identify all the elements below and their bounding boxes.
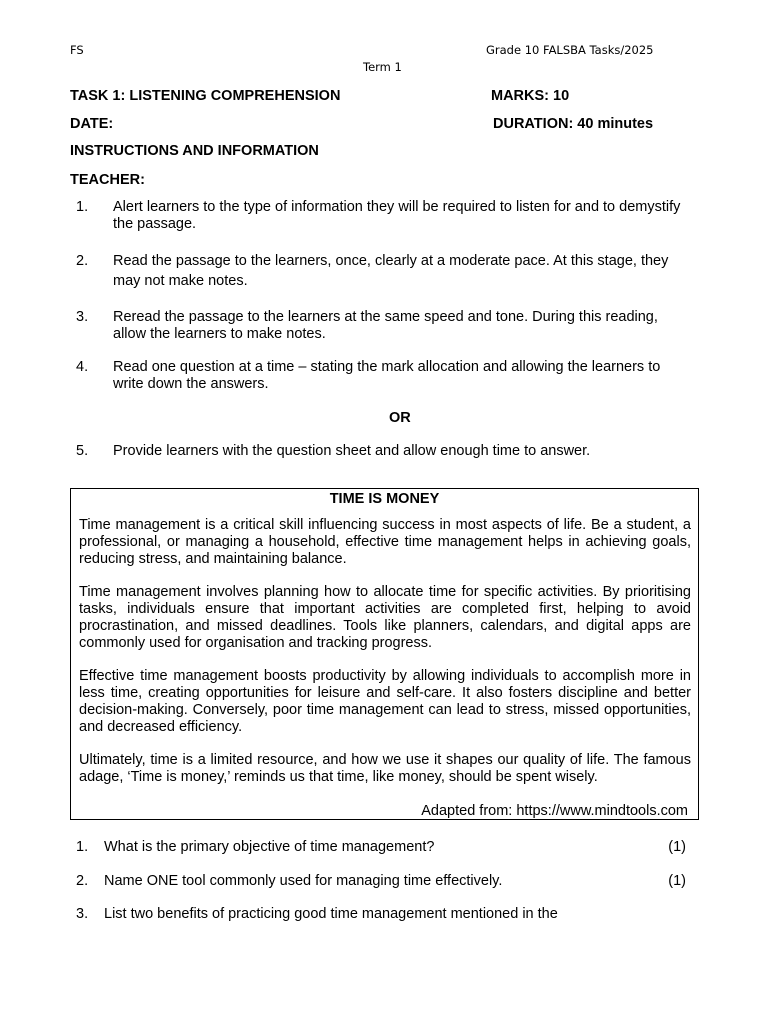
instruction-number: 4.: [76, 359, 89, 375]
question-number: 2.: [76, 873, 89, 889]
task-marks: MARKS: 10: [491, 88, 570, 104]
instructions-heading: INSTRUCTIONS AND INFORMATION: [70, 143, 319, 159]
question-text: List two benefits of practicing good time management mentioned in the: [104, 906, 558, 922]
question-mark: (1): [668, 839, 686, 855]
instruction-number: 5.: [76, 443, 89, 459]
task-title: TASK 1: LISTENING COMPREHENSION: [70, 88, 341, 104]
passage-source: Adapted from: https://www.mindtools.com: [421, 803, 688, 819]
header-term: Term 1: [363, 60, 402, 74]
instruction-number: 2.: [76, 253, 89, 269]
instruction-text: Alert learners to the type of information they will be required to listen for and to demystify the passage.: [113, 199, 681, 232]
instruction-text: Reread the passage to the learners at the same speed and tone. During this reading, allow the learners to make notes.: [113, 309, 658, 342]
passage-paragraph: Ultimately, time is a limited resource, and how we use it shapes our quality of life. The famous adage, ‘Time is money,’ reminds us that time, like money, should be spent wisely.: [79, 752, 691, 785]
question-text: What is the primary objective of time management?: [104, 839, 435, 855]
instruction-text: Provide learners with the question sheet and allow enough time to answer.: [113, 443, 591, 459]
instruction-text: Read one question at a time – stating the mark allocation and allowing the learners to write down the answers.: [113, 359, 661, 392]
task-date: DATE:: [70, 116, 114, 132]
passage-paragraph: Effective time management boosts productivity by allowing individuals to accomplish more in less time, creating opportunities for leisure and self-care. It also fosters discipline and better decision-making. Conversely, poor time management can lead to stress, missed opportunities, and decreased efficiency.: [79, 668, 691, 735]
header-left: FS: [70, 43, 84, 57]
passage-paragraph: Time management involves planning how to allocate time for specific activities. By prioritising tasks, individuals ensure that important activities are completed first, helping to avoid procrastination, and missed deadlines. Tools like planners, calendars, and digital apps are commonly used for organisation and tracking progress.: [79, 584, 691, 651]
instruction-text: Read the passage to the learners, once, clearly at a moderate pace. At this stage, they may not make notes.: [113, 253, 669, 289]
teacher-heading: TEACHER:: [70, 172, 145, 188]
instruction-number: 3.: [76, 309, 89, 325]
passage-paragraph: Time management is a critical skill influencing success in most aspects of life. Be a student, a professional, or managing a household, effective time management helps in achieving goals, reducing stress, and maintaining balance.: [79, 517, 691, 567]
question-number: 3.: [76, 906, 89, 922]
instruction-number: 1.: [76, 199, 89, 215]
passage-box: [70, 488, 699, 820]
question-text: Name ONE tool commonly used for managing time effectively.: [104, 873, 503, 889]
or-separator: OR: [389, 410, 411, 426]
passage-title: TIME IS MONEY: [329, 491, 440, 507]
task-duration: DURATION: 40 minutes: [493, 116, 654, 132]
header-right: Grade 10 FALSBA Tasks/2025: [486, 43, 654, 57]
question-number: 1.: [76, 839, 89, 855]
question-mark: (1): [668, 873, 686, 889]
